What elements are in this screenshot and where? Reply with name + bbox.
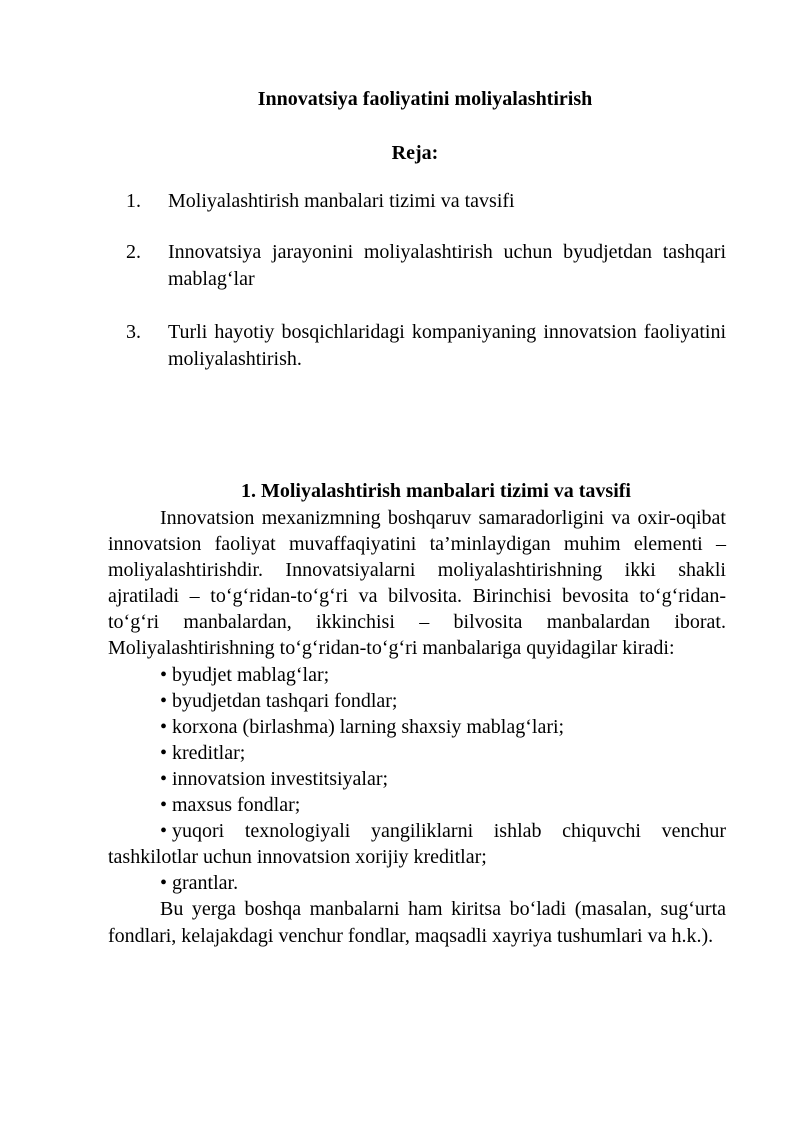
plan-item (126, 239, 726, 293)
bullet-icon: • (160, 820, 168, 843)
list-item (108, 662, 726, 688)
list-item (108, 714, 726, 740)
list-item (108, 688, 726, 714)
section-heading: 1. Moliyalashtirish manbalari tizimi va tavsifi (241, 480, 631, 502)
section-body (108, 505, 726, 949)
list-item (108, 740, 726, 766)
plan-item (126, 319, 726, 373)
plan-list (126, 188, 726, 373)
plan-item-text: Innovatsiya jarayonini moliyalashtirish uchun byudjetdan tashqari mablag‘lar (168, 241, 726, 290)
list-item-text: kreditlar; (172, 741, 246, 764)
bullet-icon: • (160, 741, 168, 764)
list-item-text: yuqori texnologiyali yangiliklarni ishlab chiquvchi venchur tashkilotlar uchun innovatsion xorijiy kreditlar; (108, 820, 726, 869)
list-item-text: maxsus fondlar; (172, 794, 301, 817)
plan-item-number: 1. (126, 190, 141, 212)
bullet-icon: • (160, 663, 168, 686)
closing-paragraph: Bu yerga boshqa manbalarni ham kiritsa bo‘ladi (masalan, sug‘urta fondlari, kelajakdagi venchur fondlar, maqsadli xayriya tushumlari va h.k.). (108, 898, 726, 947)
list-item (108, 766, 726, 792)
document-title: Innovatsiya faoliyatini moliyalashtirish (257, 88, 593, 110)
intro-paragraph: Innovatsion mexanizmning boshqaruv samaradorligini va oxir-oqibat innovatsion faoliyat muvaffaqiyatini ta’minlaydigan muhim elementi – moliyalashtirishdir. Innovatsiyalarni moliyalashtirishning ikki shakli ajratiladi – to‘g‘ridan-to‘g‘ri va bilvosita. Birinchisi bevosita to‘g‘ridan-to‘g‘ri manbalardan, ikkinchisi – bilvosita manbalardan iborat. Moliyalashtirishning to‘g‘ridan-to‘g‘ri manbalariga quyidagilar kiradi: (108, 507, 726, 660)
list-item-text: grantlar. (172, 872, 239, 895)
list-item-text: korxona (birlashma) larning shaxsiy mablag‘lari; (172, 715, 565, 738)
list-item-text: innovatsion investitsiyalar; (172, 767, 389, 790)
plan-item-number: 3. (126, 321, 141, 343)
list-item (108, 818, 726, 870)
bullet-icon: • (160, 872, 168, 895)
bullet-icon: • (160, 767, 168, 790)
bullet-icon: • (160, 689, 168, 712)
list-item-text: byudjet mablag‘lar; (172, 663, 330, 686)
plan-item-number: 2. (126, 241, 141, 263)
list-item-text: byudjetdan tashqari fondlar; (172, 689, 398, 712)
list-item (108, 792, 726, 818)
plan-item-text: Turli hayotiy bosqichlaridagi kompaniyaning innovatsion faoliyatini moliyalashtirish. (168, 321, 726, 370)
bullet-icon: • (160, 715, 168, 738)
plan-item-text: Moliyalashtirish manbalari tizimi va tavsifi (168, 190, 515, 212)
plan-item (126, 188, 726, 215)
bullet-list (108, 662, 726, 897)
plan-heading: Reja: (391, 142, 439, 164)
bullet-icon: • (160, 794, 168, 817)
list-item (108, 870, 726, 896)
